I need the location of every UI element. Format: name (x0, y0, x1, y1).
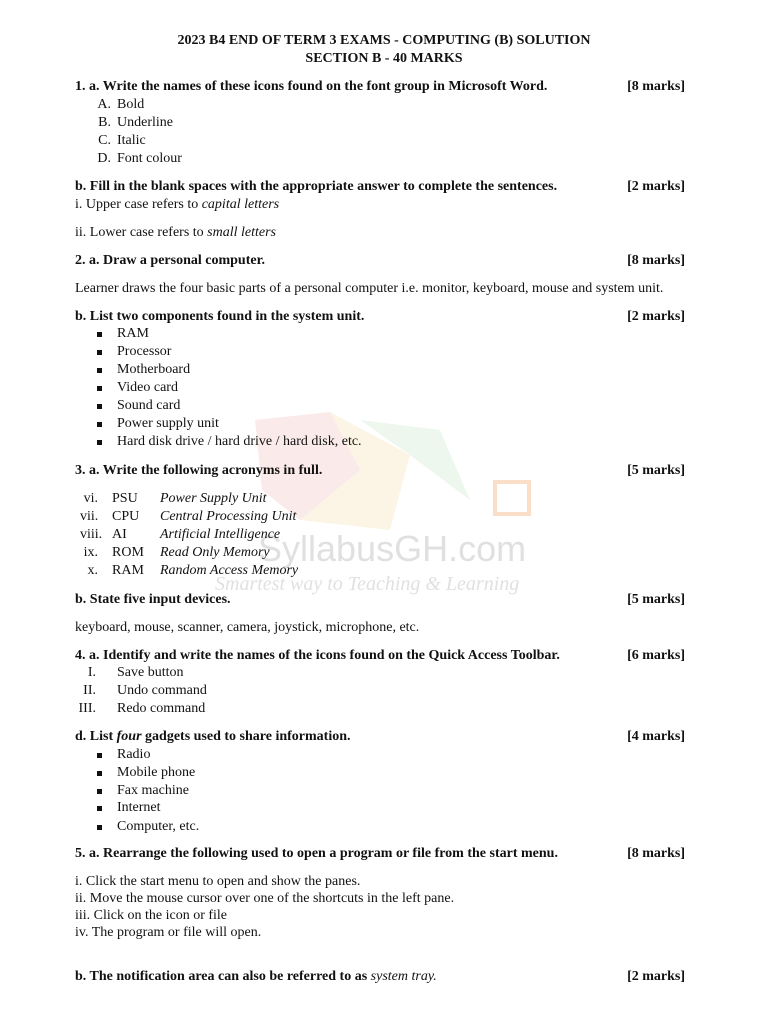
list-item: Hard disk drive / hard drive / hard disk, etc. (117, 434, 362, 449)
answer-3b: keyboard, mouse, scanner, camera, joystick, microphone, etc. (75, 620, 420, 635)
marks-1a: [8 marks] (627, 79, 685, 94)
acronym-number: vi. (83, 491, 98, 506)
step-line: iv. The program or file will open. (75, 925, 262, 940)
list-marker: I. (87, 665, 96, 680)
list-item: Processor (117, 344, 172, 359)
acronym-number: ix. (83, 545, 98, 560)
question-2b: b. List two components found in the system unit. (75, 309, 365, 324)
list-marker: B. (98, 115, 111, 130)
acronym-abbr: ROM (112, 545, 144, 560)
bullet-icon (97, 386, 102, 391)
bullet-icon (97, 806, 102, 811)
list-marker: D. (97, 151, 111, 166)
question-4d (75, 729, 351, 745)
list-item: Font colour (117, 151, 182, 166)
list-item: RAM (117, 326, 149, 341)
acronym-number: vii. (80, 509, 99, 524)
section-title: SECTION B - 40 MARKS (305, 51, 463, 66)
list-marker: A. (97, 97, 111, 112)
list-item: Internet (117, 800, 161, 815)
sentence-text: i. Upper case refers to (75, 197, 202, 212)
watermark-tagline: Smartest way to Teaching & Learning (215, 573, 520, 595)
question-3a: 3. a. Write the following acronyms in full. (75, 463, 323, 478)
bullet-icon (97, 422, 102, 427)
list-item: Undo command (117, 683, 207, 698)
list-item: Underline (117, 115, 173, 130)
list-marker: III. (78, 701, 96, 716)
bullet-icon (97, 789, 102, 794)
acronym-abbr: AI (112, 527, 127, 542)
watermark-brand: SyllabusGH.com (258, 528, 527, 569)
bullet-icon (97, 332, 102, 337)
acronym-abbr: RAM (112, 563, 144, 578)
question-2a: 2. a. Draw a personal computer. (75, 253, 266, 268)
document-title: 2023 B4 END OF TERM 3 EXAMS - COMPUTING (B) SOLUTION (177, 33, 591, 48)
question-text: b. The notification area can also be referred to as (75, 969, 371, 984)
question-5a: 5. a. Rearrange the following used to open a program or file from the start menu. (75, 846, 558, 861)
acronym-full: Power Supply Unit (160, 491, 267, 506)
list-marker: II. (83, 683, 96, 698)
question-answer: system tray. (370, 969, 437, 984)
bullet-icon (97, 753, 102, 758)
acronym-full: Random Access Memory (160, 563, 299, 578)
bullet-icon (97, 404, 102, 409)
marks-1b: [2 marks] (627, 179, 685, 194)
question-5b (75, 969, 437, 985)
list-item: Save button (117, 665, 184, 680)
answer-1b-line-2 (75, 225, 276, 241)
list-item: Sound card (117, 398, 181, 413)
step-line: iii. Click on the icon or file (75, 908, 228, 923)
bullet-icon (97, 825, 102, 830)
acronym-abbr: CPU (112, 509, 140, 524)
acronym-abbr: PSU (112, 491, 138, 506)
acronym-full: Artificial Intelligence (160, 527, 281, 542)
bullet-icon (97, 440, 102, 445)
list-item: Motherboard (117, 362, 191, 377)
question-text: gadgets used to share information. (141, 729, 351, 744)
acronym-number: viii. (80, 527, 103, 542)
bullet-icon (97, 350, 102, 355)
list-item: Italic (117, 133, 146, 148)
acronym-full: Central Processing Unit (160, 509, 297, 524)
step-line: i. Click the start menu to open and show the panes. (75, 874, 361, 889)
sentence-text: ii. Lower case refers to (75, 225, 208, 240)
bullet-icon (97, 368, 102, 373)
marks-4d: [4 marks] (627, 729, 685, 744)
question-text: d. List (75, 729, 117, 744)
marks-3b: [5 marks] (627, 592, 685, 607)
marks-2b: [2 marks] (627, 309, 685, 324)
step-line: ii. Move the mouse cursor over one of the shortcuts in the left pane. (75, 891, 455, 906)
list-item: Redo command (117, 701, 206, 716)
list-item: Bold (117, 97, 145, 112)
question-4a: 4. a. Identify and write the names of the icons found on the Quick Access Toolbar. (75, 648, 560, 663)
list-item: Video card (117, 380, 178, 395)
marks-2a: [8 marks] (627, 253, 685, 268)
list-item: Power supply unit (117, 416, 219, 431)
marks-4a: [6 marks] (627, 648, 685, 663)
marks-5b: [2 marks] (627, 969, 685, 984)
question-emphasis: four (116, 729, 142, 744)
question-3b: b. State five input devices. (75, 592, 231, 607)
list-marker: C. (98, 133, 111, 148)
question-1b: b. Fill in the blank spaces with the appropriate answer to complete the sentences. (75, 179, 558, 194)
marks-5a: [8 marks] (627, 846, 685, 861)
list-item: Computer, etc. (117, 819, 200, 834)
acronym-number: x. (87, 563, 98, 578)
answer-1b-line-1 (75, 197, 279, 213)
answer-2a: Learner draws the four basic parts of a personal computer i.e. monitor, keyboard, mouse and system unit. (75, 281, 664, 296)
sentence-answer: small letters (207, 225, 277, 240)
marks-3a: [5 marks] (627, 463, 685, 478)
question-1a: 1. a. Write the names of these icons found on the font group in Microsoft Word. (75, 79, 548, 94)
list-item: Radio (117, 747, 151, 762)
list-item: Fax machine (117, 783, 189, 798)
list-item: Mobile phone (117, 765, 196, 780)
bullet-icon (97, 771, 102, 776)
acronym-full: Read Only Memory (160, 545, 270, 560)
sentence-answer: capital letters (201, 197, 280, 212)
